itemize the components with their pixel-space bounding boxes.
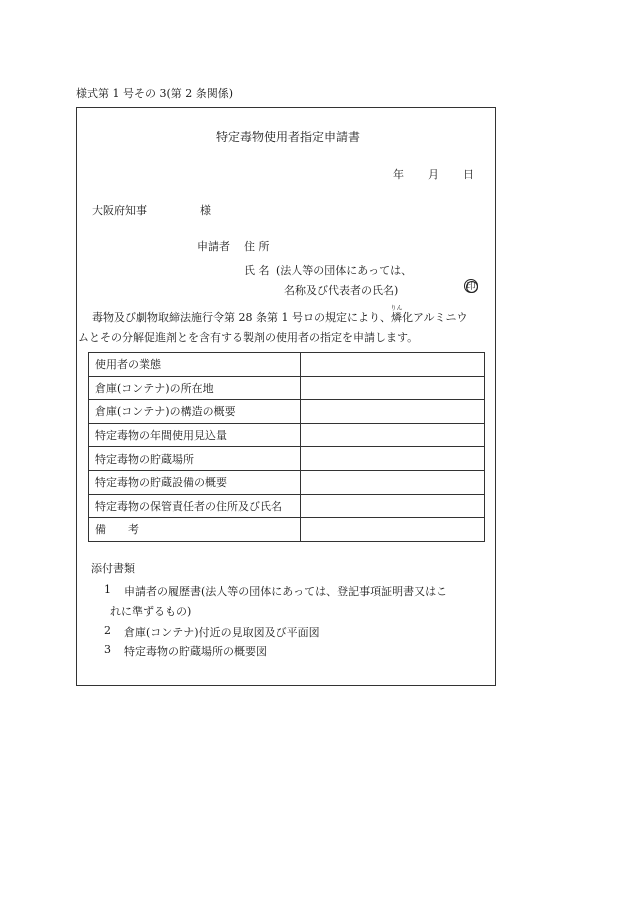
table-row xyxy=(89,494,485,518)
attachment-1-text-cont: れに準ずるもの) xyxy=(110,605,192,618)
applicant-label: 申請者 xyxy=(197,240,230,253)
table-row xyxy=(89,423,485,447)
table-row-label: 特定毒物の貯蔵場所 xyxy=(89,447,301,471)
request-body-text-2: 化アルミニウ xyxy=(401,311,468,324)
address-label: 住 所 xyxy=(244,240,270,253)
table-row xyxy=(89,376,485,400)
table-row-label: 倉庫(コンテナ)の構造の概要 xyxy=(89,400,301,424)
table-row-value[interactable] xyxy=(301,447,485,471)
addressee-name: 大阪府知事 xyxy=(92,204,147,217)
form-number: 様式第 1 号その 3(第 2 条関係) xyxy=(76,87,234,100)
table-row-value[interactable] xyxy=(301,494,485,518)
attachment-3-text: 特定毒物の貯蔵場所の概要図 xyxy=(124,645,267,658)
table-row-label: 備 考 xyxy=(89,518,301,542)
request-body-line-1 xyxy=(92,305,468,330)
name-note-line-2: 名称及び代表者の氏名) xyxy=(284,284,399,297)
table-row-label: 特定毒物の年間使用見込量 xyxy=(89,423,301,447)
table-row-value[interactable] xyxy=(301,353,485,377)
request-body-text-1: 毒物及び劇物取締法施行令第 28 条第 1 号ロの規定により、 xyxy=(92,311,391,324)
table-row-label: 倉庫(コンテナ)の所在地 xyxy=(89,376,301,400)
name-note-line-1: (法人等の団体にあっては、 xyxy=(276,264,413,277)
date-year: 年 xyxy=(393,168,404,181)
table-row xyxy=(89,518,485,542)
seal-mark-icon: 印 xyxy=(464,279,478,293)
table-row xyxy=(89,470,485,494)
date-day: 日 xyxy=(463,168,474,181)
table-row-label: 特定毒物の保管責任者の住所及び氏名 xyxy=(89,494,301,518)
table-row xyxy=(89,353,485,377)
attachment-2-text: 倉庫(コンテナ)付近の見取図及び平面図 xyxy=(124,626,320,639)
attachment-1-text: 申請者の履歴書(法人等の団体にあっては、登記事項証明書又はこ xyxy=(124,585,448,598)
table-row-label: 使用者の業態 xyxy=(89,353,301,377)
table-row-value[interactable] xyxy=(301,400,485,424)
ruby-reading: りん xyxy=(390,305,403,312)
ruby-base: 燐 xyxy=(390,311,403,324)
table-row-value[interactable] xyxy=(301,376,485,400)
table-row-value[interactable] xyxy=(301,518,485,542)
details-table xyxy=(88,352,485,542)
date-month: 月 xyxy=(428,168,439,181)
attachment-2-num: 2 xyxy=(104,624,111,637)
attachment-3-num: 3 xyxy=(104,643,111,656)
table-row-value[interactable] xyxy=(301,470,485,494)
attachments-heading: 添付書類 xyxy=(91,562,135,575)
request-body-line-2: ムとその分解促進剤とを含有する製剤の使用者の指定を申請します。 xyxy=(78,331,419,344)
table-row-label: 特定毒物の貯蔵設備の概要 xyxy=(89,470,301,494)
ruby-phosphorus xyxy=(390,305,403,324)
form-title: 特定毒物使用者指定申請書 xyxy=(216,130,361,144)
table-row xyxy=(89,400,485,424)
name-label: 氏 名 xyxy=(244,264,270,277)
table-row xyxy=(89,447,485,471)
attachment-1-num: 1 xyxy=(104,583,111,596)
addressee-honorific: 様 xyxy=(200,204,211,217)
table-row-value[interactable] xyxy=(301,423,485,447)
